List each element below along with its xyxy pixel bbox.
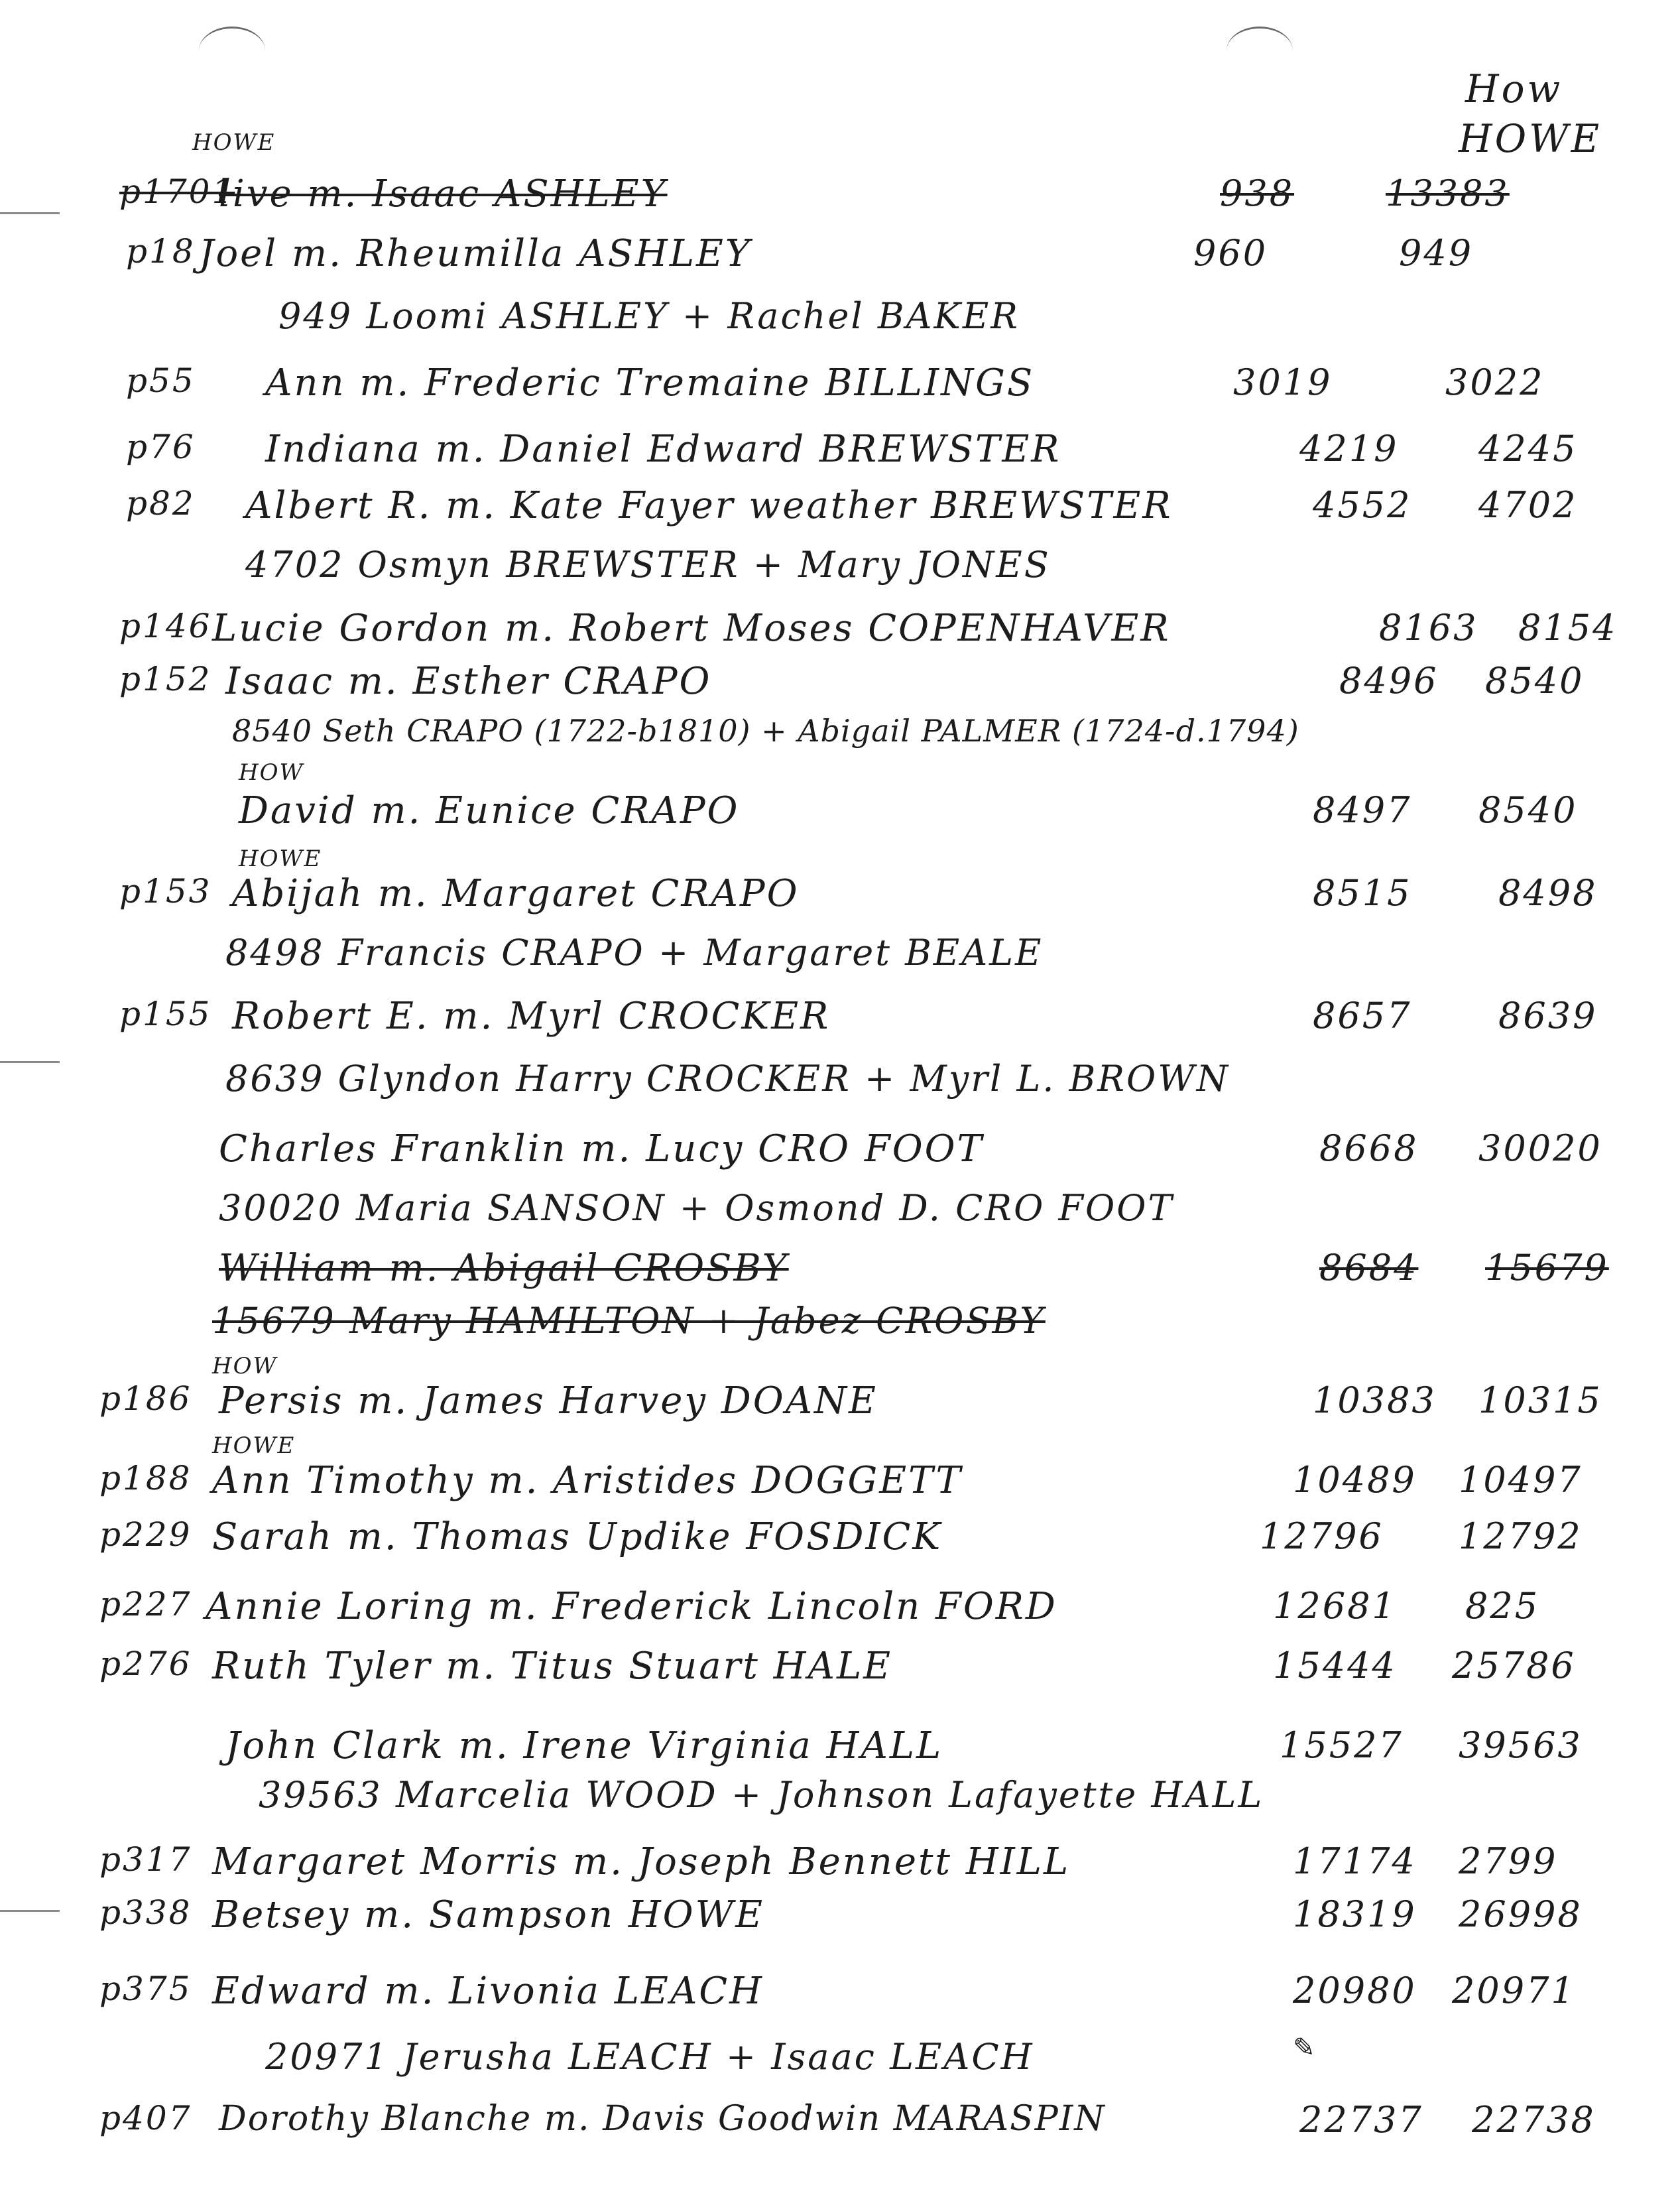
entry-text: Persis m. James Harvey DOANE bbox=[219, 1379, 878, 1422]
entry-number-2: 25786 bbox=[1452, 1645, 1576, 1686]
entry-page-ref: p155 bbox=[119, 995, 212, 1033]
entry-row bbox=[0, 789, 1680, 842]
entry-number-1: 17174 bbox=[1293, 1840, 1417, 1882]
entry-number-1: 10383 bbox=[1313, 1379, 1437, 1421]
entry-row bbox=[0, 1893, 1680, 1946]
entry-text: Joel m. Rheumilla ASHLEY bbox=[199, 232, 752, 275]
entry-parent-note: 39563 Marcelia WOOD + Johnson Lafayette HALL bbox=[259, 1774, 1264, 1816]
entry-subline bbox=[0, 1187, 1680, 1240]
entry-number-1: 15444 bbox=[1273, 1645, 1397, 1686]
entry-page-ref: p227 bbox=[99, 1585, 192, 1623]
entry-row bbox=[0, 660, 1680, 713]
entry-row bbox=[0, 995, 1680, 1048]
entry-text: live m. Isaac ASHLEY bbox=[219, 172, 668, 216]
entry-row bbox=[0, 1127, 1680, 1180]
entry-page-ref: p153 bbox=[119, 872, 212, 911]
entry-text: Edward m. Livonia LEACH bbox=[212, 1970, 764, 2013]
entry-subline bbox=[0, 2036, 1680, 2089]
entry-row bbox=[0, 484, 1680, 537]
entry-text: John Clark m. Irene Virginia HALL bbox=[225, 1724, 943, 1767]
entry-number-2: 8154 bbox=[1518, 607, 1618, 649]
entry-text: Charles Franklin m. Lucy CRO FOOT bbox=[219, 1127, 984, 1170]
entry-text: David m. Eunice CRAPO bbox=[239, 789, 740, 832]
entry-number-1: 8163 bbox=[1379, 607, 1478, 649]
entry-subline bbox=[0, 544, 1680, 597]
entry-number-1: 12796 bbox=[1260, 1515, 1384, 1557]
entry-row bbox=[0, 361, 1680, 414]
entry-number-1: 18319 bbox=[1293, 1893, 1417, 1935]
entry-number-2: 949 bbox=[1399, 232, 1474, 274]
entry-text: Isaac m. Esther CRAPO bbox=[225, 660, 712, 703]
entry-text: Albert R. m. Kate Fayer weather BREWSTER bbox=[245, 484, 1173, 527]
entry-page-ref: p276 bbox=[99, 1645, 192, 1683]
entry-row bbox=[0, 1459, 1680, 1512]
entry-text: Sarah m. Thomas Updike FOSDICK bbox=[212, 1515, 943, 1558]
entry-number-2: 4245 bbox=[1478, 428, 1578, 470]
entry-text: Annie Loring m. Frederick Lincoln FORD bbox=[206, 1585, 1057, 1628]
entry-text: Abijah m. Margaret CRAPO bbox=[232, 872, 800, 915]
entry-number-1: 8496 bbox=[1339, 660, 1439, 702]
annotation-howe: HOWE bbox=[192, 129, 276, 156]
ink-scribble: ✎ bbox=[1293, 2033, 1315, 2063]
entry-number-1: 8684 bbox=[1319, 1247, 1419, 1289]
entry-parent-note: 8639 Glyndon Harry CROCKER + Myrl L. BROWN bbox=[225, 1058, 1230, 1100]
entry-number-2: 3022 bbox=[1445, 361, 1545, 403]
entry-row bbox=[0, 872, 1680, 925]
entry-row bbox=[0, 1645, 1680, 1698]
entry-row bbox=[0, 2099, 1680, 2152]
entry-subline bbox=[0, 713, 1680, 766]
entry-page-ref: p188 bbox=[99, 1459, 192, 1497]
entry-number-1: 4219 bbox=[1299, 428, 1399, 470]
entry-page-ref: p1701 bbox=[119, 172, 235, 211]
entry-subline bbox=[0, 1058, 1680, 1111]
entry-subline bbox=[0, 295, 1680, 348]
entry-number-1: 10489 bbox=[1293, 1459, 1417, 1501]
entry-row bbox=[0, 1585, 1680, 1638]
entry-row bbox=[0, 607, 1680, 660]
entry-number-2: 39563 bbox=[1459, 1724, 1583, 1766]
entry-number-1: 960 bbox=[1193, 232, 1268, 274]
entry-number-1: 15527 bbox=[1280, 1724, 1404, 1766]
entry-number-2: 4702 bbox=[1478, 484, 1578, 526]
entry-number-2: 22738 bbox=[1472, 2099, 1596, 2141]
header-how: How bbox=[1465, 66, 1563, 111]
entry-number-1: 8657 bbox=[1313, 995, 1412, 1037]
entry-number-2: 30020 bbox=[1478, 1127, 1602, 1169]
entry-text: Dorothy Blanche m. Davis Goodwin MARASPIN bbox=[219, 2099, 1106, 2139]
entry-number-2: 2799 bbox=[1459, 1840, 1558, 1882]
entry-row bbox=[0, 232, 1680, 285]
entry-row bbox=[0, 1840, 1680, 1893]
entry-text: William m. Abigail CROSBY bbox=[219, 1247, 789, 1290]
entry-page-ref: p18 bbox=[126, 232, 196, 271]
entry-number-2: 8639 bbox=[1498, 995, 1598, 1037]
entry-text: Ruth Tyler m. Titus Stuart HALE bbox=[212, 1645, 893, 1688]
entry-text: Margaret Morris m. Joseph Bennett HILL bbox=[212, 1840, 1071, 1883]
annotation-how: HOW bbox=[212, 1353, 278, 1379]
entry-parent-note: 30020 Maria SANSON + Osmond D. CRO FOOT bbox=[219, 1187, 1174, 1229]
entry-number-1: 3019 bbox=[1233, 361, 1333, 403]
entry-text: Ann m. Frederic Tremaine BILLINGS bbox=[265, 361, 1035, 405]
entry-row bbox=[0, 1247, 1680, 1300]
entry-number-1: 4552 bbox=[1313, 484, 1412, 526]
entry-row bbox=[0, 172, 1680, 225]
entry-row bbox=[0, 1379, 1680, 1432]
annotation-how: HOW bbox=[239, 759, 304, 786]
entry-number-2: 8498 bbox=[1498, 872, 1598, 914]
entry-number-2: 8540 bbox=[1485, 660, 1585, 702]
binder-hole-right bbox=[1227, 27, 1293, 75]
entry-number-2: 825 bbox=[1465, 1585, 1540, 1627]
entry-parent-note: 8498 Francis CRAPO + Margaret BEALE bbox=[225, 932, 1044, 974]
entry-number-1: 8497 bbox=[1313, 789, 1412, 831]
entry-page-ref: p186 bbox=[99, 1379, 192, 1418]
entry-parent-note: 949 Loomi ASHLEY + Rachel BAKER bbox=[278, 295, 1020, 337]
entry-number-2: 10315 bbox=[1478, 1379, 1602, 1421]
entry-page-ref: p375 bbox=[99, 1970, 192, 2008]
entry-text: Lucie Gordon m. Robert Moses COPENHAVER bbox=[212, 607, 1171, 650]
entry-parent-note: 4702 Osmyn BREWSTER + Mary JONES bbox=[245, 544, 1051, 586]
entry-page-ref: p407 bbox=[99, 2099, 192, 2137]
entry-page-ref: p76 bbox=[126, 428, 196, 466]
entry-parent-note: 20971 Jerusha LEACH + Isaac LEACH bbox=[265, 2036, 1034, 2078]
entry-number-1: 8515 bbox=[1313, 872, 1412, 914]
entry-text: Indiana m. Daniel Edward BREWSTER bbox=[265, 428, 1061, 471]
entry-row bbox=[0, 428, 1680, 481]
entry-number-2: 10497 bbox=[1459, 1459, 1583, 1501]
entry-text: Betsey m. Sampson HOWE bbox=[212, 1893, 765, 1936]
entry-text: Ann Timothy m. Aristides DOGGETT bbox=[212, 1459, 963, 1502]
entry-number-2: 12792 bbox=[1459, 1515, 1583, 1557]
entry-number-1: 12681 bbox=[1273, 1585, 1397, 1627]
entry-number-1: 20980 bbox=[1293, 1970, 1417, 2011]
entry-page-ref: p55 bbox=[126, 361, 196, 400]
annotation-howe: HOWE bbox=[239, 846, 322, 872]
entry-page-ref: p152 bbox=[119, 660, 212, 698]
entry-subline bbox=[0, 1774, 1680, 1827]
entry-page-ref: p146 bbox=[119, 607, 212, 645]
entry-number-2: 26998 bbox=[1459, 1893, 1583, 1935]
entry-page-ref: p82 bbox=[126, 484, 196, 523]
header-howe: HOWE bbox=[1459, 116, 1602, 161]
annotation-howe: HOWE bbox=[212, 1432, 296, 1459]
entry-number-1: 938 bbox=[1220, 172, 1295, 214]
entry-number-2: 8540 bbox=[1478, 789, 1578, 831]
entry-row bbox=[0, 1515, 1680, 1568]
entry-number-1: 8668 bbox=[1319, 1127, 1419, 1169]
entry-page-ref: p229 bbox=[99, 1515, 192, 1554]
entry-number-1: 22737 bbox=[1299, 2099, 1423, 2141]
entry-row bbox=[0, 1724, 1680, 1777]
entry-page-ref: p338 bbox=[99, 1893, 192, 1932]
entry-number-2: 15679 bbox=[1485, 1247, 1609, 1289]
entry-subline bbox=[0, 1300, 1680, 1353]
entry-page-ref: p317 bbox=[99, 1840, 192, 1879]
binder-hole-left bbox=[199, 27, 265, 75]
entry-subline bbox=[0, 932, 1680, 985]
entry-number-2: 20971 bbox=[1452, 1970, 1576, 2011]
entry-parent-note: 15679 Mary HAMILTON + Jabez CROSBY bbox=[212, 1300, 1046, 1342]
entry-text: Robert E. m. Myrl CROCKER bbox=[232, 995, 831, 1038]
entry-parent-note: 8540 Seth CRAPO (1722-b1810) + Abigail PALMER (1724-d.1794) bbox=[232, 713, 1299, 749]
entry-number-2: 13383 bbox=[1386, 172, 1510, 214]
entry-row bbox=[0, 1970, 1680, 2023]
